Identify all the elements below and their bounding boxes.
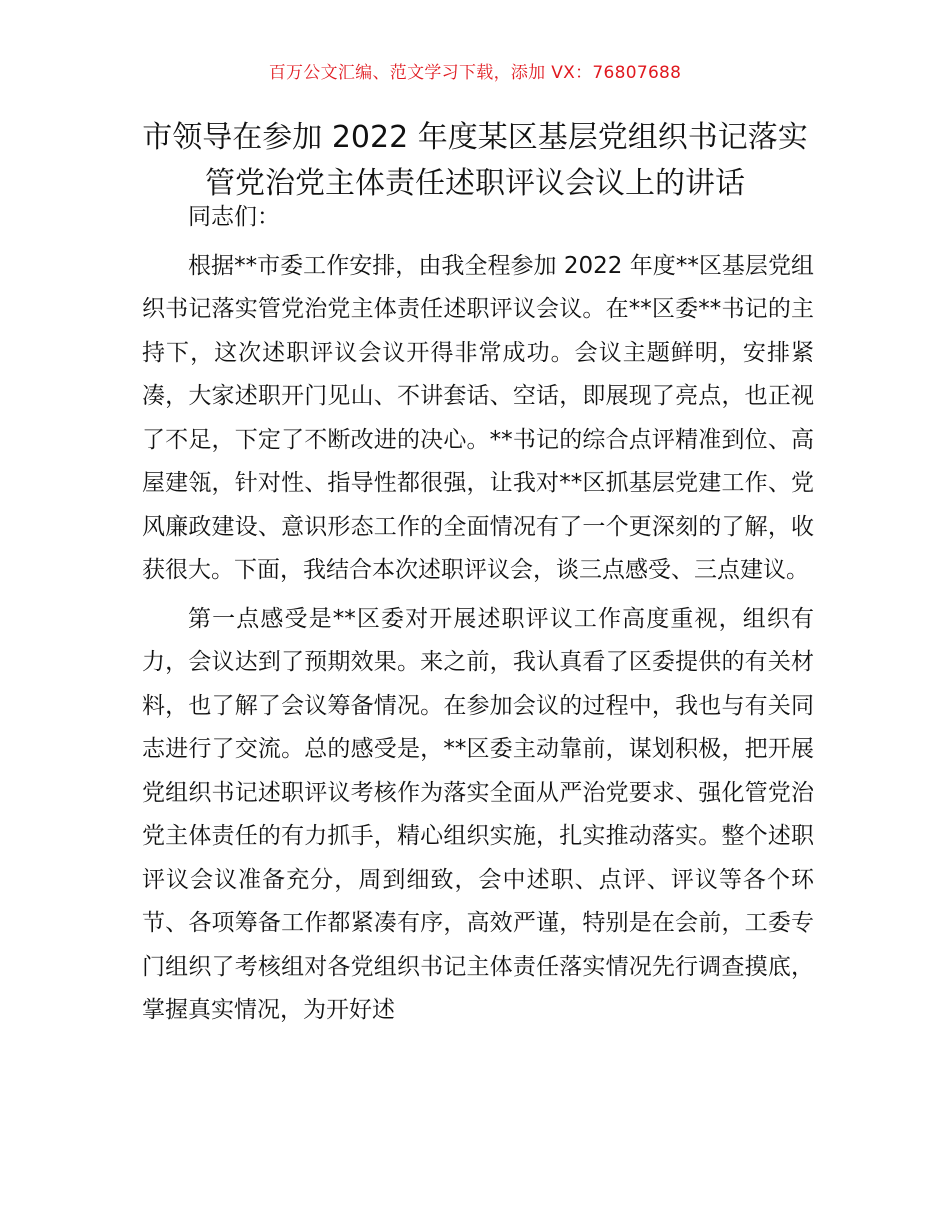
- paragraph-1: 根据**市委工作安排，由我全程参加 2022 年度**区基层党组织书记落实管党治党主体责任述职评议会议。在**区委**书记的主持下，这次述职评议会议开得非常成功。会议主题鲜明，安排紧凑，大家述职开门见山、不讲套话、空话，即展现了亮点，也正视了不足，下定了不断改进的决心。**书记的综合点评精准到位、高屋建瓴，针对性、指导性都很强，让我对**区抓基层党建工作、党风廉政建设、意识形态工作的全面情况有了一个更深刻的了解，收获很大。下面，我结合本次述职评议会，谈三点感受、三点建议。: [142, 252, 814, 583]
- download-notice: 百万公文汇编、范文学习下载，添加 VX：76807688: [268, 63, 682, 83]
- greeting: 同志们：: [188, 204, 280, 230]
- document-title: 市领导在参加 2022 年度某区基层党组织书记落实管党治党主体责任述职评议会议上的讲话: [142, 120, 808, 201]
- document-body: [142, 196, 814, 1038]
- paragraph-2: 第一点感受是**区委对开展述职评议工作高度重视，组织有力，会议达到了预期效果。来之前，我认真看了区委提供的有关材料，也了解了会议筹备情况。在参加会议的过程中，我也与有关同志进行了交流。总的感受是，**区委主动靠前，谋划积极，把开展党组织书记述职评议考核作为落实全面从严治党要求、强化管党治党主体责任的有力抓手，精心组织实施，扎实推动落实。整个述职评议会议准备充分，周到细致，会中述职、点评、评议等各个环节、各项筹备工作都紧凑有序，高效严谨，特别是在会前，工委专门组织了考核组对各党组织书记主体责任落实情况先行调查摸底，掌握真实情况，为开好述: [142, 605, 814, 1023]
